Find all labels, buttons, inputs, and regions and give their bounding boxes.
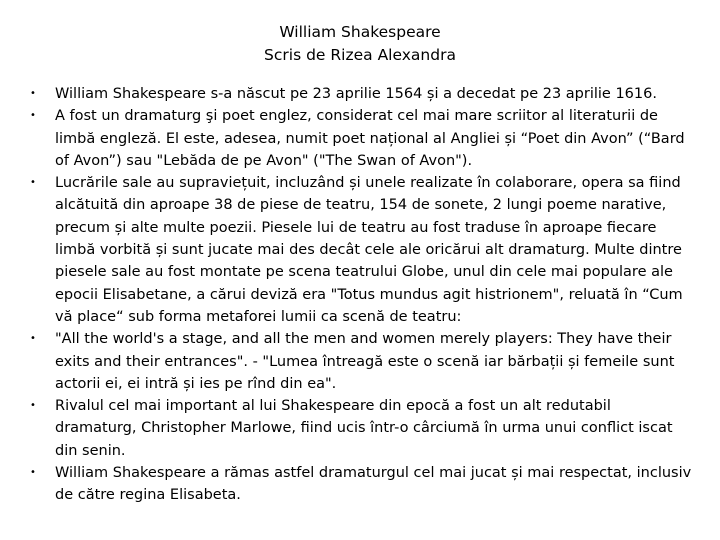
bullet-text: Rivalul cel mai important al lui Shakespeare din epocă a fost un alt redutabil dramaturg, Christopher Marlowe, fiind ucis într-o cârciumă în urma unui conflict iscat din senin. [55, 398, 673, 459]
slide-title [0, 21, 720, 67]
bullet-icon: • [30, 88, 36, 99]
bullet-text: William Shakespeare s-a născut pe 23 aprilie 1564 și a decedat pe 23 aprilie 1616. [55, 86, 657, 102]
bullet-icon: • [30, 110, 36, 122]
bullet-icon: • [30, 333, 36, 345]
bullet-text: William Shakespeare a rămas astfel dramaturgul cel mai jucat și mai respectat, inclusiv de către regina Elisabeta. [55, 465, 692, 504]
list-item [0, 395, 693, 462]
list-item [0, 172, 693, 328]
list-item [0, 328, 693, 395]
bullet-text: A fost un dramaturg şi poet englez, considerat cel mai mare scriitor al literaturii de limbă engleză. El este, adesea, numit poet național al Angliei și “Poet din Avon” (“Bard of Avon”) sau "Lebăda de pe Avon" ("The Swan of Avon"). [55, 108, 685, 169]
list-item [0, 462, 693, 507]
bullet-text: "All the world's a stage, and all the men and women merely players: They have their exits and their entrances". - "Lumea întreagă este o scenă iar bărbații și femeile sunt actorii ei, ei intră și ies pe rînd din ea". [55, 331, 675, 392]
title-line-2: Scris de Rizea Alexandra [264, 46, 456, 64]
list-item [0, 83, 693, 105]
list-item [0, 105, 693, 172]
bullet-text: Lucrările sale au supraviețuit, incluzând și unele realizate în colaborare, opera sa fiind alcătuită din aproape 38 de piese de teatru, 154 de sonete, 2 lungi poeme narative, precum și alte multe poezii. Piesele lui de teatru au fost traduse în aproape fiecare limbă vorbită și sunt jucate mai des decât cele ale oricărui alt dramaturg. Multe dintre piesele sale au fost montate pe scena teatrului Globe, unul din cele mai populare ale epocii Elisabetane, a cărui deviză era "Totus mundus agit histrionem", reluată în “Cum vă place“ sub forma metaforei lumii ca scenă de teatru: [55, 175, 683, 325]
bullet-icon: • [30, 400, 36, 412]
bullet-list [0, 83, 720, 507]
bullet-icon: • [30, 177, 36, 189]
title-line-1: William Shakespeare [279, 23, 441, 41]
bullet-icon: • [30, 467, 36, 479]
